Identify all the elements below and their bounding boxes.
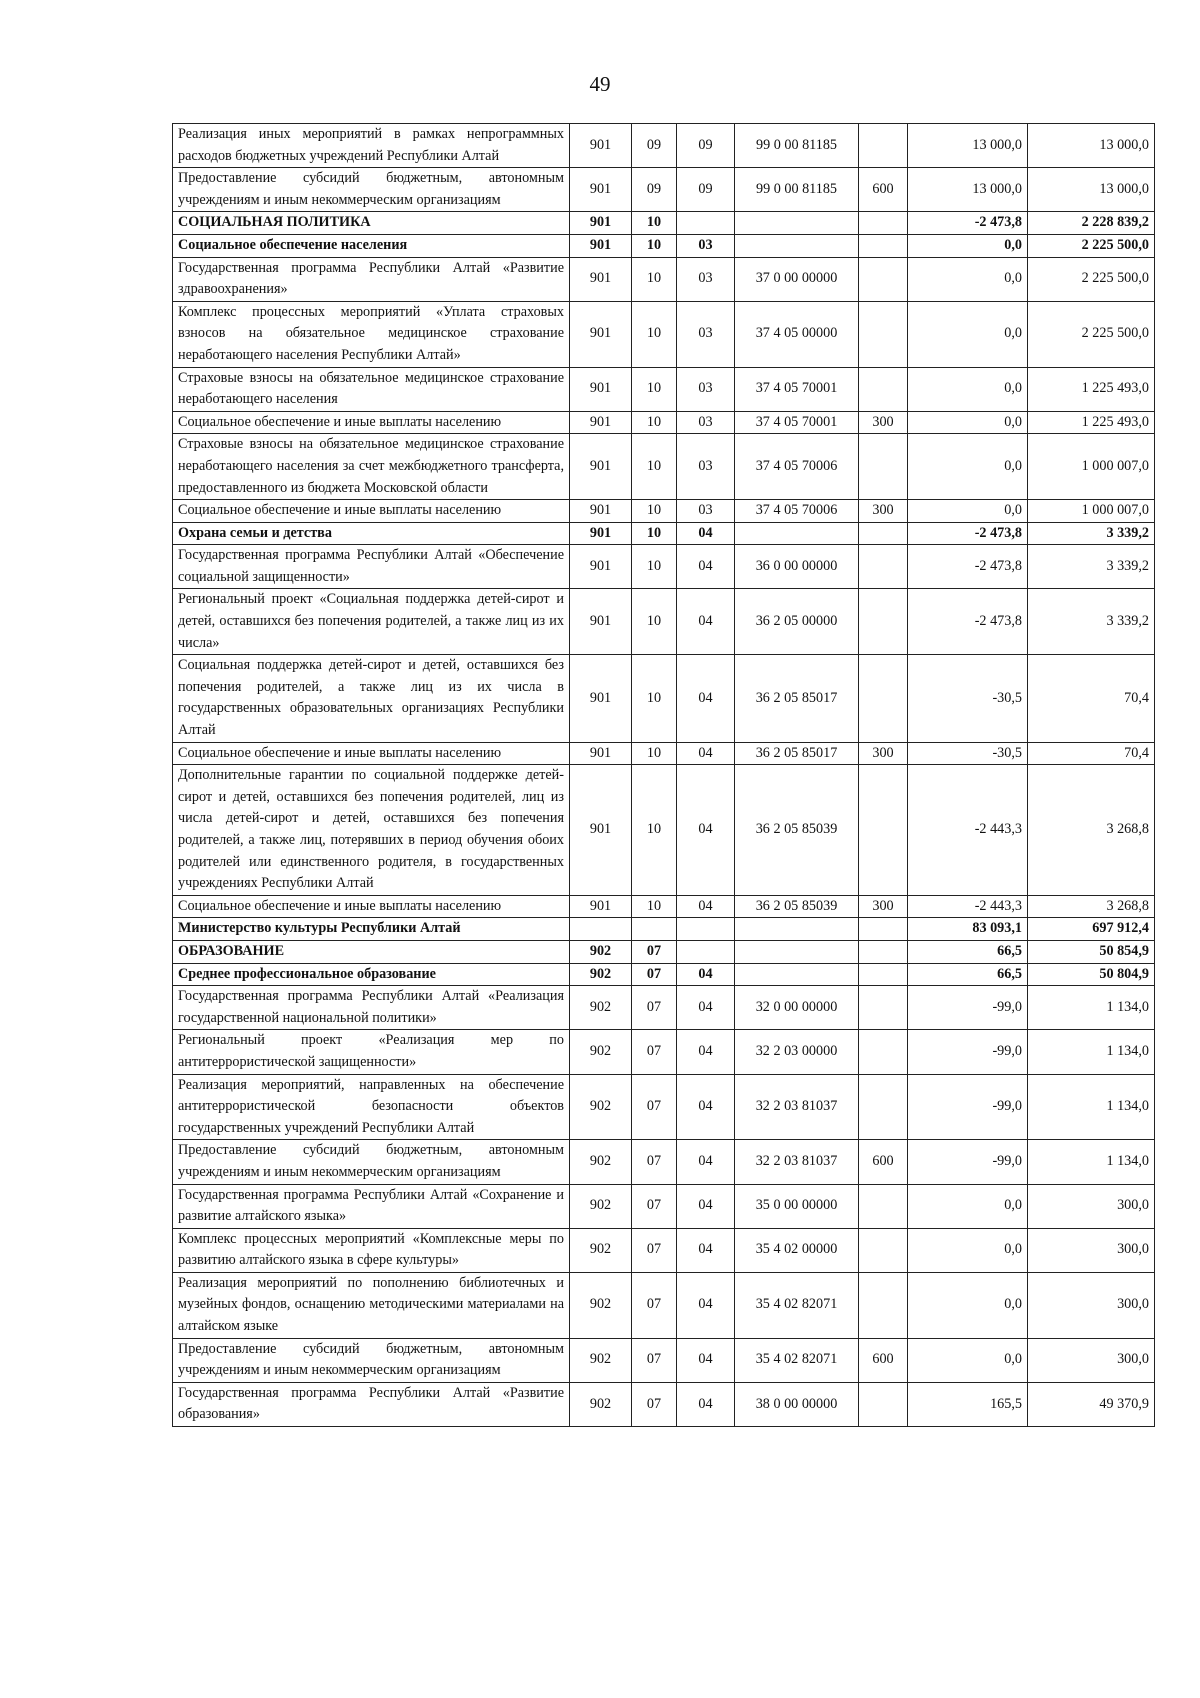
table-row [173,1338,1155,1382]
row-amount-change-cell: 0,0 [908,234,1028,257]
row-section-cell: 07 [632,986,677,1030]
row-section-cell: 10 [632,367,677,411]
table-row [173,1382,1155,1426]
row-amount-change-cell: 0,0 [908,434,1028,500]
row-target-article-cell: 37 4 05 70001 [735,411,859,434]
row-expense-type-cell: 300 [859,895,908,918]
table-row [173,986,1155,1030]
row-expense-type-cell [859,918,908,941]
row-amount-change-cell: 13 000,0 [908,168,1028,212]
table-row [173,124,1155,168]
row-admin-code-cell: 901 [570,500,632,523]
table-row [173,234,1155,257]
row-amount-total-cell: 49 370,9 [1028,1382,1155,1426]
row-section-cell: 07 [632,963,677,986]
table-row [173,212,1155,235]
row-target-article-cell: 35 4 02 00000 [735,1228,859,1272]
row-name-cell: Охрана семьи и детства [173,522,570,545]
row-section-cell: 10 [632,301,677,367]
row-admin-code-cell: 902 [570,1228,632,1272]
row-subsection-cell: 04 [677,1338,735,1382]
row-admin-code-cell: 901 [570,895,632,918]
row-target-article-cell: 35 4 02 82071 [735,1272,859,1338]
row-amount-change-cell: -2 473,8 [908,522,1028,545]
table-row [173,655,1155,742]
row-subsection-cell: 04 [677,895,735,918]
row-admin-code-cell: 901 [570,212,632,235]
row-expense-type-cell [859,434,908,500]
row-amount-change-cell: -2 473,8 [908,545,1028,589]
row-subsection-cell: 04 [677,742,735,765]
row-amount-change-cell: -30,5 [908,655,1028,742]
row-name-cell: СОЦИАЛЬНАЯ ПОЛИТИКА [173,212,570,235]
row-amount-change-cell: -2 443,3 [908,895,1028,918]
row-amount-total-cell: 13 000,0 [1028,124,1155,168]
row-section-cell: 07 [632,1030,677,1074]
row-amount-total-cell: 2 225 500,0 [1028,234,1155,257]
row-expense-type-cell [859,301,908,367]
row-amount-change-cell: 0,0 [908,301,1028,367]
row-section-cell: 07 [632,1184,677,1228]
row-expense-type-cell: 600 [859,168,908,212]
row-amount-total-cell: 300,0 [1028,1228,1155,1272]
row-amount-change-cell: 13 000,0 [908,124,1028,168]
row-amount-change-cell: -99,0 [908,1030,1028,1074]
row-expense-type-cell [859,655,908,742]
table-row [173,411,1155,434]
row-expense-type-cell [859,212,908,235]
row-name-cell: Социальное обеспечение и иные выплаты населению [173,411,570,434]
row-admin-code-cell: 902 [570,1382,632,1426]
row-expense-type-cell [859,1030,908,1074]
row-expense-type-cell: 600 [859,1140,908,1184]
table-row [173,1030,1155,1074]
row-admin-code-cell: 901 [570,168,632,212]
table-row [173,765,1155,896]
row-expense-type-cell [859,257,908,301]
row-section-cell: 10 [632,742,677,765]
row-target-article-cell: 37 4 05 70001 [735,367,859,411]
row-amount-change-cell: -99,0 [908,1140,1028,1184]
row-name-cell: Реализация иных мероприятий в рамках непрограммных расходов бюджетных учреждений Республики Алтай [173,124,570,168]
row-expense-type-cell [859,1272,908,1338]
row-amount-total-cell: 1 134,0 [1028,1140,1155,1184]
row-admin-code-cell: 902 [570,963,632,986]
row-name-cell: Дополнительные гарантии по социальной поддержке детей-сирот и детей, оставшихся без попечения родителей, лиц из числа детей-сирот и детей, оставшихся без попечения родителей, а также лиц, потерявших в период обучения обоих родителей или единственного родителя, в государственных учреждениях Республики Алтай [173,765,570,896]
row-admin-code-cell: 902 [570,940,632,963]
row-name-cell: Социальное обеспечение и иные выплаты населению [173,500,570,523]
table-row [173,168,1155,212]
row-admin-code-cell: 902 [570,1272,632,1338]
row-expense-type-cell [859,124,908,168]
row-subsection-cell: 09 [677,124,735,168]
row-name-cell: Государственная программа Республики Алтай «Развитие здравоохранения» [173,257,570,301]
row-amount-change-cell: -99,0 [908,986,1028,1030]
row-subsection-cell: 03 [677,301,735,367]
row-subsection-cell: 04 [677,545,735,589]
row-section-cell: 10 [632,655,677,742]
row-target-article-cell: 36 0 00 00000 [735,545,859,589]
row-amount-total-cell: 70,4 [1028,655,1155,742]
row-amount-total-cell: 3 339,2 [1028,589,1155,655]
row-amount-change-cell: 0,0 [908,1228,1028,1272]
row-admin-code-cell: 901 [570,655,632,742]
row-amount-total-cell: 300,0 [1028,1338,1155,1382]
row-subsection-cell: 03 [677,500,735,523]
row-subsection-cell: 04 [677,1228,735,1272]
row-expense-type-cell [859,940,908,963]
row-section-cell: 10 [632,434,677,500]
row-amount-total-cell: 1 225 493,0 [1028,411,1155,434]
row-expense-type-cell [859,963,908,986]
row-section-cell: 07 [632,1074,677,1140]
row-expense-type-cell [859,1228,908,1272]
row-target-article-cell: 99 0 00 81185 [735,124,859,168]
row-section-cell: 07 [632,1338,677,1382]
row-amount-change-cell: -30,5 [908,742,1028,765]
row-section-cell: 10 [632,500,677,523]
table-row [173,895,1155,918]
row-amount-total-cell: 1 000 007,0 [1028,434,1155,500]
row-target-article-cell: 36 2 05 85017 [735,655,859,742]
row-admin-code-cell: 901 [570,124,632,168]
row-subsection-cell [677,918,735,941]
row-admin-code-cell: 901 [570,301,632,367]
row-amount-change-cell: 83 093,1 [908,918,1028,941]
table-row [173,1184,1155,1228]
row-subsection-cell: 03 [677,367,735,411]
row-admin-code-cell: 901 [570,522,632,545]
table-row [173,1228,1155,1272]
row-amount-total-cell: 300,0 [1028,1184,1155,1228]
row-target-article-cell: 35 0 00 00000 [735,1184,859,1228]
row-amount-total-cell: 1 000 007,0 [1028,500,1155,523]
row-amount-total-cell: 1 134,0 [1028,1030,1155,1074]
row-section-cell: 10 [632,895,677,918]
table-row [173,434,1155,500]
row-amount-total-cell: 1 134,0 [1028,1074,1155,1140]
table-row [173,367,1155,411]
row-name-cell: Социальное обеспечение и иные выплаты населению [173,742,570,765]
row-amount-change-cell: -2 443,3 [908,765,1028,896]
row-subsection-cell [677,212,735,235]
row-admin-code-cell: 901 [570,367,632,411]
row-amount-change-cell: -2 473,8 [908,212,1028,235]
row-section-cell [632,918,677,941]
row-target-article-cell: 36 2 05 85017 [735,742,859,765]
row-name-cell: Социальная поддержка детей-сирот и детей, оставшихся без попечения родителей, а также лиц из их числа в государственных образовательных организациях Республики Алтай [173,655,570,742]
row-amount-change-cell: 66,5 [908,940,1028,963]
row-subsection-cell: 03 [677,411,735,434]
row-target-article-cell: 37 4 05 00000 [735,301,859,367]
row-subsection-cell: 04 [677,1140,735,1184]
row-expense-type-cell [859,367,908,411]
row-target-article-cell [735,522,859,545]
row-name-cell: Социальное обеспечение и иные выплаты населению [173,895,570,918]
row-subsection-cell: 04 [677,655,735,742]
row-expense-type-cell [859,986,908,1030]
page-number: 49 [589,72,611,96]
row-target-article-cell: 37 4 05 70006 [735,500,859,523]
row-admin-code-cell: 902 [570,986,632,1030]
row-expense-type-cell [859,1074,908,1140]
table-row [173,545,1155,589]
row-amount-total-cell: 3 339,2 [1028,545,1155,589]
row-subsection-cell: 04 [677,589,735,655]
row-name-cell: Предоставление субсидий бюджетным, автономным учреждениям и иным некоммерческим организациям [173,168,570,212]
row-expense-type-cell [859,522,908,545]
row-name-cell: Страховые взносы на обязательное медицинское страхование неработающего населения за счет межбюджетного трансферта, предоставленного из бюджета Московской области [173,434,570,500]
row-section-cell: 10 [632,765,677,896]
row-subsection-cell: 04 [677,1074,735,1140]
row-section-cell: 10 [632,212,677,235]
row-amount-change-cell: 0,0 [908,1338,1028,1382]
row-section-cell: 10 [632,234,677,257]
table-row [173,589,1155,655]
row-name-cell: Страховые взносы на обязательное медицинское страхование неработающего населения [173,367,570,411]
table-row [173,940,1155,963]
row-target-article-cell [735,963,859,986]
row-amount-total-cell: 1 225 493,0 [1028,367,1155,411]
row-section-cell: 07 [632,1272,677,1338]
row-name-cell: Государственная программа Республики Алтай «Развитие образования» [173,1382,570,1426]
row-admin-code-cell: 902 [570,1140,632,1184]
row-target-article-cell: 37 4 05 70006 [735,434,859,500]
row-name-cell: Социальное обеспечение населения [173,234,570,257]
row-admin-code-cell [570,918,632,941]
budget-table [172,123,1155,1427]
row-section-cell: 10 [632,545,677,589]
row-subsection-cell: 04 [677,1030,735,1074]
row-amount-total-cell: 3 268,8 [1028,765,1155,896]
row-name-cell: Государственная программа Республики Алтай «Обеспечение социальной защищенности» [173,545,570,589]
row-admin-code-cell: 902 [570,1184,632,1228]
row-admin-code-cell: 901 [570,742,632,765]
row-amount-total-cell: 697 912,4 [1028,918,1155,941]
table-row [173,918,1155,941]
row-admin-code-cell: 902 [570,1338,632,1382]
row-name-cell: ОБРАЗОВАНИЕ [173,940,570,963]
row-subsection-cell: 04 [677,1382,735,1426]
row-target-article-cell: 32 0 00 00000 [735,986,859,1030]
row-target-article-cell [735,940,859,963]
row-admin-code-cell: 901 [570,589,632,655]
row-amount-total-cell: 2 228 839,2 [1028,212,1155,235]
table-row [173,522,1155,545]
row-target-article-cell: 38 0 00 00000 [735,1382,859,1426]
row-amount-change-cell: -2 473,8 [908,589,1028,655]
table-row [173,1140,1155,1184]
row-amount-change-cell: 0,0 [908,1272,1028,1338]
table-row [173,257,1155,301]
row-admin-code-cell: 901 [570,545,632,589]
row-subsection-cell: 03 [677,257,735,301]
row-section-cell: 09 [632,124,677,168]
row-target-article-cell [735,212,859,235]
row-name-cell: Реализация мероприятий по пополнению библиотечных и музейных фондов, оснащению методическими материалами на алтайском языке [173,1272,570,1338]
row-target-article-cell [735,234,859,257]
row-expense-type-cell [859,545,908,589]
row-amount-total-cell: 3 268,8 [1028,895,1155,918]
row-admin-code-cell: 901 [570,765,632,896]
row-amount-change-cell: 0,0 [908,1184,1028,1228]
row-amount-total-cell: 50 804,9 [1028,963,1155,986]
row-amount-total-cell: 1 134,0 [1028,986,1155,1030]
row-subsection-cell: 04 [677,522,735,545]
row-amount-total-cell: 70,4 [1028,742,1155,765]
row-subsection-cell [677,940,735,963]
row-target-article-cell: 32 2 03 81037 [735,1140,859,1184]
row-admin-code-cell: 902 [570,1030,632,1074]
row-expense-type-cell [859,589,908,655]
row-section-cell: 10 [632,589,677,655]
table-row [173,301,1155,367]
row-amount-change-cell: 165,5 [908,1382,1028,1426]
row-name-cell: Государственная программа Республики Алтай «Сохранение и развитие алтайского языка» [173,1184,570,1228]
row-section-cell: 10 [632,522,677,545]
row-target-article-cell: 99 0 00 81185 [735,168,859,212]
row-amount-total-cell: 3 339,2 [1028,522,1155,545]
table-row [173,742,1155,765]
row-name-cell: Среднее профессиональное образование [173,963,570,986]
row-section-cell: 07 [632,1228,677,1272]
row-section-cell: 07 [632,1382,677,1426]
row-section-cell: 10 [632,411,677,434]
row-section-cell: 09 [632,168,677,212]
row-section-cell: 07 [632,1140,677,1184]
row-subsection-cell: 03 [677,234,735,257]
row-expense-type-cell [859,1184,908,1228]
row-expense-type-cell [859,1382,908,1426]
row-name-cell: Реализация мероприятий, направленных на обеспечение антитеррористической безопасности объектов государственных учреждений Республики Алтай [173,1074,570,1140]
row-expense-type-cell [859,234,908,257]
row-target-article-cell: 32 2 03 81037 [735,1074,859,1140]
row-amount-change-cell: 0,0 [908,500,1028,523]
row-admin-code-cell: 901 [570,257,632,301]
row-section-cell: 07 [632,940,677,963]
row-amount-change-cell: -99,0 [908,1074,1028,1140]
row-expense-type-cell: 300 [859,742,908,765]
row-name-cell: Комплекс процессных мероприятий «Комплексные меры по развитию алтайского языка в сфере культуры» [173,1228,570,1272]
row-amount-change-cell: 66,5 [908,963,1028,986]
row-name-cell: Региональный проект «Реализация мер по антитеррористической защищенности» [173,1030,570,1074]
row-expense-type-cell: 600 [859,1338,908,1382]
row-amount-total-cell: 13 000,0 [1028,168,1155,212]
table-row [173,963,1155,986]
row-amount-total-cell: 300,0 [1028,1272,1155,1338]
row-name-cell: Государственная программа Республики Алтай «Реализация государственной национальной политики» [173,986,570,1030]
row-admin-code-cell: 901 [570,411,632,434]
row-admin-code-cell: 902 [570,1074,632,1140]
row-amount-change-cell: 0,0 [908,257,1028,301]
row-expense-type-cell [859,765,908,896]
table-row [173,1272,1155,1338]
row-section-cell: 10 [632,257,677,301]
row-subsection-cell: 09 [677,168,735,212]
row-expense-type-cell: 300 [859,500,908,523]
row-name-cell: Министерство культуры Республики Алтай [173,918,570,941]
row-name-cell: Комплекс процессных мероприятий «Уплата страховых взносов на обязательное медицинское страхование неработающего населения Республики Алтай» [173,301,570,367]
row-subsection-cell: 04 [677,986,735,1030]
row-name-cell: Предоставление субсидий бюджетным, автономным учреждениям и иным некоммерческим организациям [173,1140,570,1184]
row-expense-type-cell: 300 [859,411,908,434]
row-target-article-cell [735,918,859,941]
row-target-article-cell: 36 2 05 85039 [735,895,859,918]
row-admin-code-cell: 901 [570,434,632,500]
row-amount-total-cell: 2 225 500,0 [1028,301,1155,367]
row-amount-total-cell: 50 854,9 [1028,940,1155,963]
row-subsection-cell: 04 [677,765,735,896]
row-name-cell: Предоставление субсидий бюджетным, автономным учреждениям и иным некоммерческим организациям [173,1338,570,1382]
row-amount-change-cell: 0,0 [908,411,1028,434]
row-amount-total-cell: 2 225 500,0 [1028,257,1155,301]
row-target-article-cell: 36 2 05 00000 [735,589,859,655]
row-target-article-cell: 32 2 03 00000 [735,1030,859,1074]
table-row [173,500,1155,523]
row-subsection-cell: 04 [677,1184,735,1228]
row-target-article-cell: 35 4 02 82071 [735,1338,859,1382]
row-amount-change-cell: 0,0 [908,367,1028,411]
row-target-article-cell: 36 2 05 85039 [735,765,859,896]
row-subsection-cell: 04 [677,963,735,986]
table-row [173,1074,1155,1140]
row-name-cell: Региональный проект «Социальная поддержка детей-сирот и детей, оставшихся без попечения родителей, а также лиц из их числа» [173,589,570,655]
row-subsection-cell: 03 [677,434,735,500]
row-subsection-cell: 04 [677,1272,735,1338]
row-admin-code-cell: 901 [570,234,632,257]
row-target-article-cell: 37 0 00 00000 [735,257,859,301]
